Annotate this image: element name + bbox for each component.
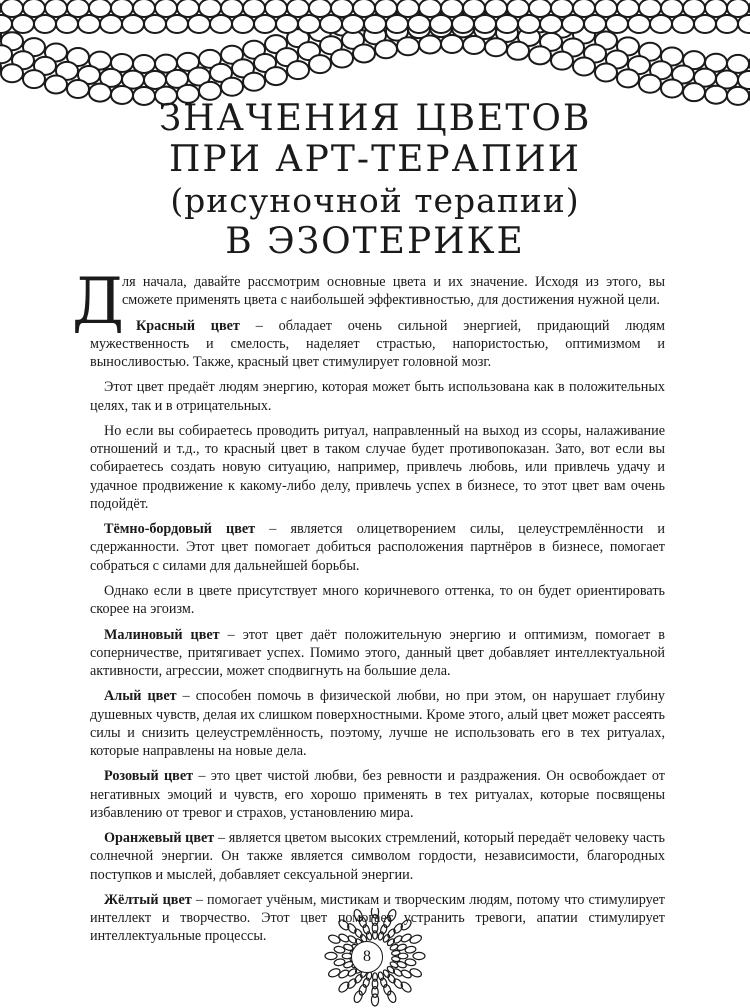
paragraph [90,582,665,618]
paragraph [90,767,665,822]
page-number: 8 [351,941,383,973]
color-term: Малиновый цвет [104,626,220,643]
intro-text: ля начала, давайте рассмотрим основные цвета и их значение. Исходя из этого, вы сможете применять цвета с наибольшей эффективностью, для достижения нужной цели. [122,274,665,309]
title-line-3: (рисуночной терапии) [170,181,580,220]
color-term: Тёмно-бордовый цвет [104,521,256,538]
paragraph-text: Но если вы собираетесь проводить ритуал, направленный на выход из ссоры, налаживание отношений и т.д., то красный цвет в таком случае будет противопоказан. Зато, вот если вы собираетесь создать новую ситуацию, например, привлечь любовь, или привлечь удачу и удачное продвижение к какому-либо делу, привлечь успех в бизнесе, то этот цвет вам очень подойдёт. [90,422,665,512]
color-term: Оранжевый цвет [104,830,215,847]
title-line-4: В ЭЗОТЕРИКЕ [225,221,525,262]
paragraph-text: – является цветом высоких стремлений, который передаёт человеку часть солнечной энергии. Он также является символом гордости, независимости, благородных поступков и мыслей, добавляет сексуальной энергии. [90,830,665,883]
paragraph [90,829,665,884]
title-line-1: ЗНАЧЕНИЯ ЦВЕТОВ [158,98,592,139]
paragraph [90,378,665,414]
page-title [0,98,750,262]
decorative-scale-border [0,0,750,110]
color-term: Красный цвет [136,317,240,334]
paragraph-text: – обладает очень сильной энергией, придающий людям мужественность и смелость, наделяет страстью, напористостью, оптимизмом и выносливостью. Также, красный цвет стимулирует головной мозг. [90,317,665,370]
color-term: Розовый цвет [104,768,194,785]
paragraph-text: – это цвет чистой любви, без ревности и раздражения. Он освобождает от негативных эмоций и чувств, его хорошо применять в тех ритуалах, которые посвящены избавлению от тревог и страхов, установлению мира. [90,768,665,821]
paragraph [90,626,665,681]
paragraph-text: – этот цвет даёт положительную энергию и оптимизм, помогает в соперничестве, притягивает успех. Помимо этого, данный цвет добавляет интеллектуальной активности, агрессии, может сподвигнуть на большие дела. [90,626,665,679]
paragraph [90,422,665,513]
paragraph [90,317,665,372]
paragraph-text: – является олицетворением силы, целеустремлённости и сдержанности. Этот цвет помогает добиться расположения партнёров в бизнесе, помогает собраться с силами для дальнейшей борьбы. [90,521,665,574]
color-term: Жёлтый цвет [104,891,192,908]
paragraph-text: – помогает учёным, мистикам и творческим людям, потому что стимулирует интеллект и творчество. Этот цвет помогает устранить тревоги, апатии стимулирует интеллектуальные процессы. [90,891,666,945]
color-term: Алый цвет [104,688,177,705]
paragraph-text: Этот цвет предаёт людям энергию, которая может быть использована как в положительных целях, так и в отрицательных. [90,379,665,414]
title-line-2: ПРИ АРТ-ТЕРАПИИ [168,139,582,180]
paragraph [90,687,665,760]
paragraph [90,520,665,575]
drop-cap: Д [72,265,125,339]
paragraph-text: – способен помочь в физической любви, но при этом, он нарушает глубину душевных чувств, делая их слишком поверхностными. Кроме этого, алый цвет может рассеять силы и снизить целеустремлённость, поэтому, лучше не использовать его в тех ритуалах, которые направлены на новые дела. [90,688,666,759]
paragraph-text: Однако если в цвете присутствует много коричневого оттенка, то он будет ориентировать скорее на эгоизм. [90,582,665,618]
article-body [72,265,666,953]
